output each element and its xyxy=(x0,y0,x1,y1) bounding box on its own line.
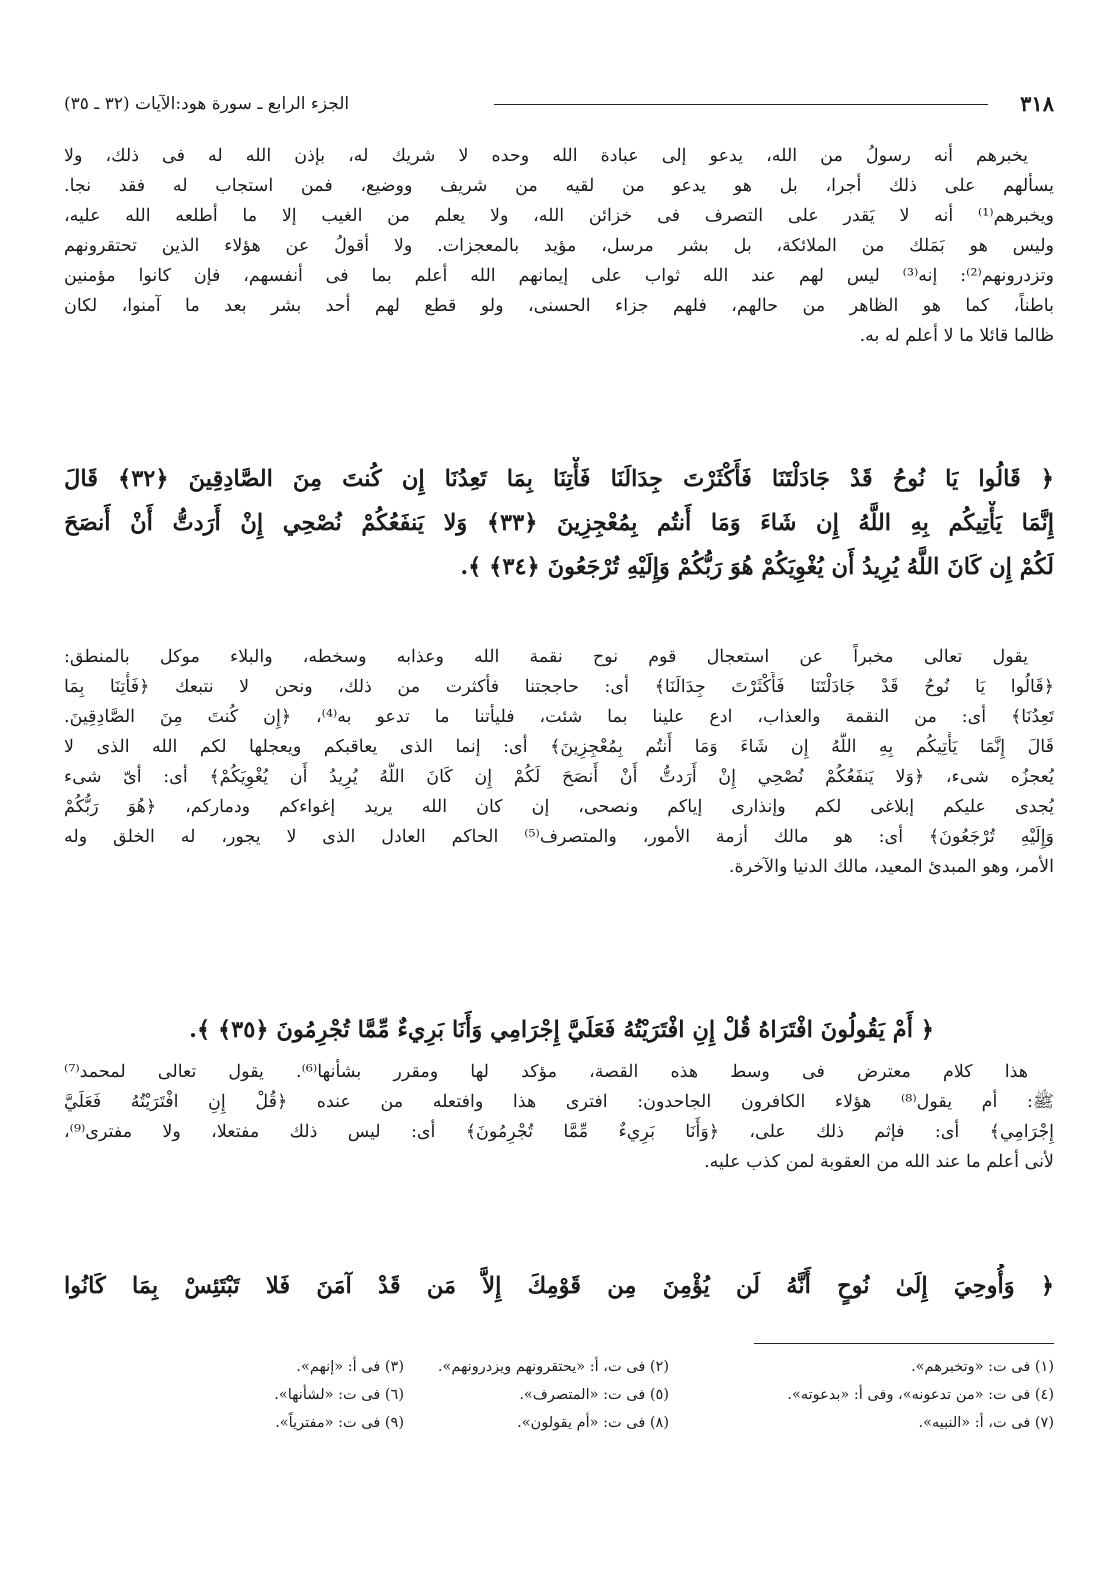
footnote: (٢) فى ت، أ: «يحتقرونهم ويزدرونهم». xyxy=(437,1359,669,1375)
text-line: ظالما قائلا ما لا أعلم له به. xyxy=(859,326,1054,346)
footnote-row xyxy=(64,1409,1054,1437)
verse-line: ﴿ قَالُوا يَا نُوحُ قَدْ جَادَلْتَنَا فَأَكْثَرْتَ جِدَالَنَا فَأْتِنَا بِمَا تَعِدُنَا إِن كُنتَ مِنَ الصَّادِقِينَ ﴿٣٢﴾ قَالَ xyxy=(64,466,1054,492)
verse-line: ﴿ وَأُوحِيَ إِلَىٰ نُوحٍ أَنَّهُ لَن يُؤْمِنَ مِن قَوْمِكَ إِلاَّ مَن قَدْ آمَنَ فَلا تَبْتَئِسْ بِمَا كَانُوا xyxy=(64,1273,1054,1299)
text-line: باطناً، كما هو الظاهر من حالهم، فلهم جزاء الحسنى، ولو قطع لهم أحد بشر بعد ما آمنوا، لكان xyxy=(64,296,1054,316)
footnote: (١) فى ت: «وتخبرهم». xyxy=(911,1359,1054,1375)
verse-line: إِنَّمَا يَأْتِيكُم بِهِ اللَّهُ إِن شَاءَ وَمَا أَنتُم بِمُعْجِزِينَ ﴿٣٣﴾ وَلا يَنفَعُكُمْ نُصْحِي إِنْ أَرَدتُّ أَنْ أَنصَحَ xyxy=(64,510,1054,536)
running-head xyxy=(64,89,1054,121)
verse-line: لَكُمْ إِن كَانَ اللَّهُ يُرِيدُ أَن يُغْوِيَكُمْ هُوَ رَبُّكُمْ وَإِلَيْهِ تُرْجَعُونَ ﴿٣٤﴾ ﴾. xyxy=(460,554,1054,580)
footnote: (٧) فى ت، أ: «النبيه». xyxy=(918,1415,1054,1431)
commentary-paragraph-3 xyxy=(64,1057,1054,1177)
text-line: وتزدرونهم⁽²⁾: إنه⁽³⁾ ليس لهم عند الله ثواب على إيمانهم الله أعلم بما فى أنفسهم، فإن كانوا مؤمنين xyxy=(64,266,1054,286)
text-line: يُجدى عليكم إبلاغى لكم وإنذارى إياكم ونصحى، إن كان الله يريد إغواءكم ودماركم، ﴿هُوَ رَبُّكُمْ xyxy=(64,797,1054,817)
text-line: يخبرهم أنه رسولُ من الله، يدعو إلى عبادة الله وحده لا شريك له، بإذن الله له فى ذلك، ولا xyxy=(64,146,1028,166)
text-line: وليس هو بَمَلك من الملائكة، بل بشر مرسل، مؤيد بالمعجزات. ولا أقولُ عن هؤلاء الذين تحتقرونهم xyxy=(64,236,1054,256)
text-line: لأنى أعلم ما عند الله من العقوبة لمن كذب عليه. xyxy=(704,1152,1054,1172)
text-line: إِجْرَامِي﴾ أى: فإثم ذلك على، ﴿وَأَنَا بَرِيءٌ مِّمَّا تُجْرِمُونَ﴾ أى: ليس ذلك مفتعلا، ولا مفترى⁽⁹⁾، xyxy=(64,1122,1054,1142)
footnote-row xyxy=(64,1353,1054,1381)
book-page xyxy=(64,0,1054,1590)
text-line: ويخبرهم⁽¹⁾ أنه لا يَقدر على التصرف فى خزائن الله، ولا يعلم من الغيب إلا ما أطلعه الله عليه، xyxy=(64,206,1054,226)
text-line: يسألهم على ذلك أجرا، بل هو يدعو من لقيه من شريف ووضيع، فمن استجاب له فقد نجا. xyxy=(64,176,1054,196)
text-line: تَعِدُنَا﴾ أى: من النقمة والعذاب، ادع علينا بما شئت، فليأتنا ما تدعو به⁽⁴⁾، ﴿إِن كُنتَ مِنَ الصَّادِقِينَ. xyxy=(64,707,1054,727)
quran-verse-block-36 xyxy=(64,1264,1054,1308)
text-line: ﷺ: أم يقول⁽⁸⁾ هؤلاء الكافرون الجاحدون: افترى هذا وافتعله من عنده ﴿قُلْ إِنِ افْتَرَيْتُهُ فَعَلَيَّ xyxy=(64,1092,1054,1112)
text-line: الأمر، وهو المبدئ المعيد، مالك الدنيا والآخرة. xyxy=(728,857,1054,877)
footnote: (٩) فى ت: «مفترياً». xyxy=(275,1415,404,1431)
commentary-paragraph-1 xyxy=(64,141,1054,351)
running-head-title: الجزء الرابع ـ سورة هود:الآيات (٣٢ ـ ٣٥) xyxy=(64,94,350,114)
footnote: (٨) فى ت: «أم يقولون». xyxy=(517,1415,669,1431)
footnote-row xyxy=(64,1381,1054,1409)
text-line: يقول تعالى مخبراً عن استعجال قوم نوح نقمة الله وعذابه وسخطه، والبلاء موكل بالمنطق: xyxy=(64,647,1028,667)
footnotes xyxy=(64,1353,1054,1437)
quran-verse-block-35 xyxy=(64,1008,1054,1052)
commentary-paragraph-2 xyxy=(64,642,1054,882)
verse-line: ﴿ أَمْ يَقُولُونَ افْتَرَاهُ قُلْ إِنِ افْتَرَيْتُهُ فَعَلَيَّ إِجْرَامِي وَأَنَا بَرِيءٌ مِّمَّا تُجْرِمُونَ ﴿٣٥﴾ ﴾. xyxy=(189,1017,934,1043)
text-line: وَإِلَيْهِ تُرْجَعُونَ﴾ أى: هو مالك أزمة الأمور، والمتصرف⁽⁵⁾ الحاكم العادل الذى لا يجور، له الخلق وله xyxy=(64,827,1054,847)
footnote-rule xyxy=(754,1343,1054,1344)
text-line: ﴿قَالُوا يَا نُوحُ قَدْ جَادَلْتَنَا فَأَكْثَرْتَ جِدَالَنَا﴾ أى: حاججتنا فأكثرت من ذلك، ونحن لا نتبعك ﴿فَأْتِنَا بِمَا xyxy=(64,677,1054,697)
text-line: قَالَ إِنَّمَا يَأْتِيكُم بِهِ اللَّهُ إِن شَاءَ وَمَا أَنتُم بِمُعْجِزِينَ﴾ أى: إنما الذى يعاقبكم ويعجلها لكم الله الذى لا xyxy=(64,737,1054,757)
footnote: (٤) فى ت: «من تدعونه»، وفى أ: «بدعوته». xyxy=(787,1387,1054,1403)
header-rule xyxy=(494,104,988,105)
footnote: (٥) فى ت: «المتصرف». xyxy=(519,1387,669,1403)
page-number: ٣١٨ xyxy=(1020,91,1054,116)
footnote: (٦) فى ت: «لشأنها». xyxy=(274,1387,404,1403)
text-line: هذا كلام معترض فى وسط هذه القصة، مؤكد لها ومقرر بشأنها⁽⁶⁾. يقول تعالى لمحمد⁽⁷⁾ xyxy=(64,1062,1029,1082)
quran-verse-block-32-34 xyxy=(64,457,1054,589)
footnote: (٣) فى أ: «إنهم». xyxy=(296,1359,404,1375)
text-line: يُعجزُه شىء، ﴿وَلا يَنفَعُكُمْ نُصْحِي إِنْ أَرَدتُّ أَنْ أَنصَحَ لَكُمْ إِن كَانَ اللَّهُ يُرِيدُ أَن يُغْوِيَكُمْ﴾ أى: أىّ شىء xyxy=(64,767,1054,787)
